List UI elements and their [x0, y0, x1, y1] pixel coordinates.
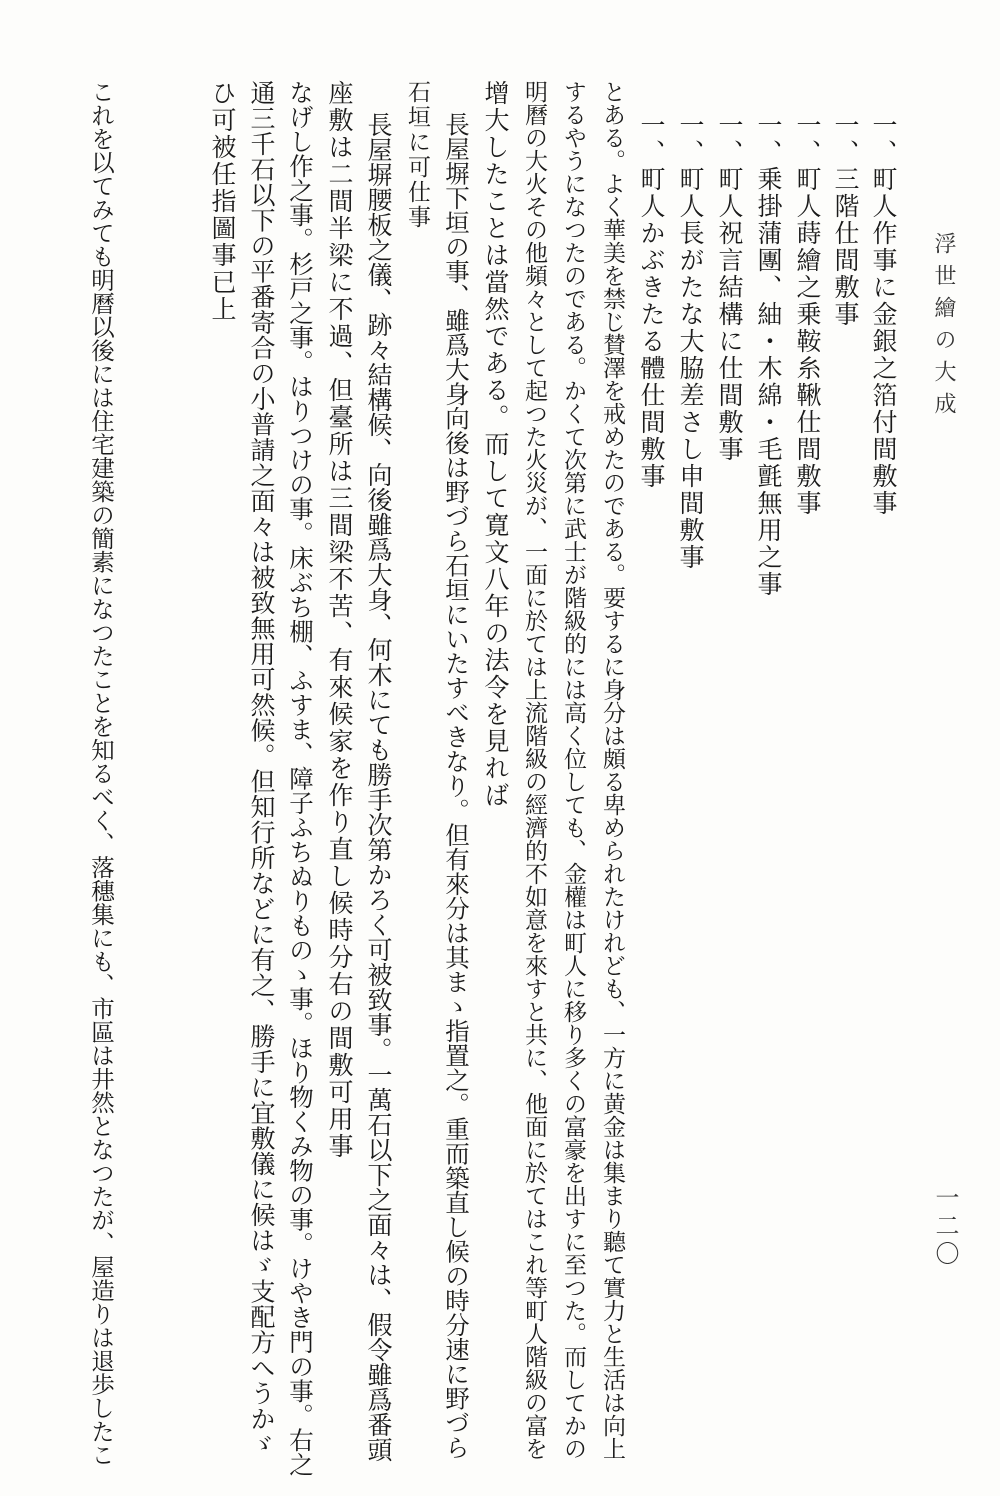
text-column: 長屋塀腰板之儀、跡々結構候、向後雖爲大身、何木にても勝手次第かろく可被致事。一萬石以下之面々は、假令雖爲番頭	[364, 112, 393, 1462]
text-column: 長屋塀下垣の事、雖爲大身向後は野づら石垣にいたすべきなり。但有來分は其まゝ指置之。重而築直し候の時分速に野づら	[442, 112, 471, 1460]
text-column: 通三千石以下の平番寄合の小普請之面々は被致無用可然候。但知行所などに有之、勝手に宜敷儀に候はゞ支配方へうかゞ	[247, 80, 276, 1457]
text-column: ひ可被任指圖事已上	[208, 80, 237, 323]
text-column: 增大したことは當然である。而して寛文八年の法令を見れば	[481, 80, 510, 809]
text-column: 一、町人長がたな大脇差さし申間敷事	[676, 112, 705, 571]
text-column: 一、町人蒔繪之乗鞍糸鞦仕間敷事	[793, 112, 822, 517]
text-column: 明曆の大火その他頻々として起つた火災が、一面に於ては上流階級の經濟的不如意を來すと共に、他面に於てはこれ等町人階級の富を	[521, 80, 547, 1460]
text-column: 石垣に可仕事	[404, 80, 430, 230]
text-column: 一、三階仕間敷事	[831, 112, 860, 328]
text-column: 一、乗掛蒲團、紬・木綿・毛氈無用之事	[754, 112, 783, 598]
text-column: 一、町人作事に金銀之箔付間敷事	[869, 112, 898, 517]
text-column: するやうになつたのである。かくて次第に武士が階級的には高く位しても、金權は町人に移り多くの富豪を出すに至つた。而してかの	[560, 80, 586, 1460]
text-column: これを以てみても明曆以後には住宅建築の簡素になつたことを知るべく、落穗集にも、市區は井然となつたが、屋造りは退歩したこ	[87, 80, 115, 1467]
page-number: 一二〇	[931, 1185, 959, 1269]
text-column: 一、町人祝言結構に仕間敷事	[715, 112, 744, 463]
text-column: 一、町人かぶきたる體仕間敷事	[637, 112, 666, 490]
text-column: とある。よく華美を禁じ賛澤を戒めたのである。要するに身分は頗る卑められたけれども、一方に黄金は集まり聽て實力と生活は向上	[599, 80, 625, 1460]
text-column: なげし作之事。杉戸之事。はりつけの事。床ぶち棚、ふすま、障子ふちぬりものゝ事。ほり物くみ物の事。けやき門の事。右之	[286, 80, 315, 1477]
running-title: 浮世繪の大成	[931, 232, 956, 424]
text-column: 座敷は二間半梁に不過、但臺所は三間梁不苦、有來候家を作り直し候時分右の間敷可用事	[325, 80, 354, 1160]
